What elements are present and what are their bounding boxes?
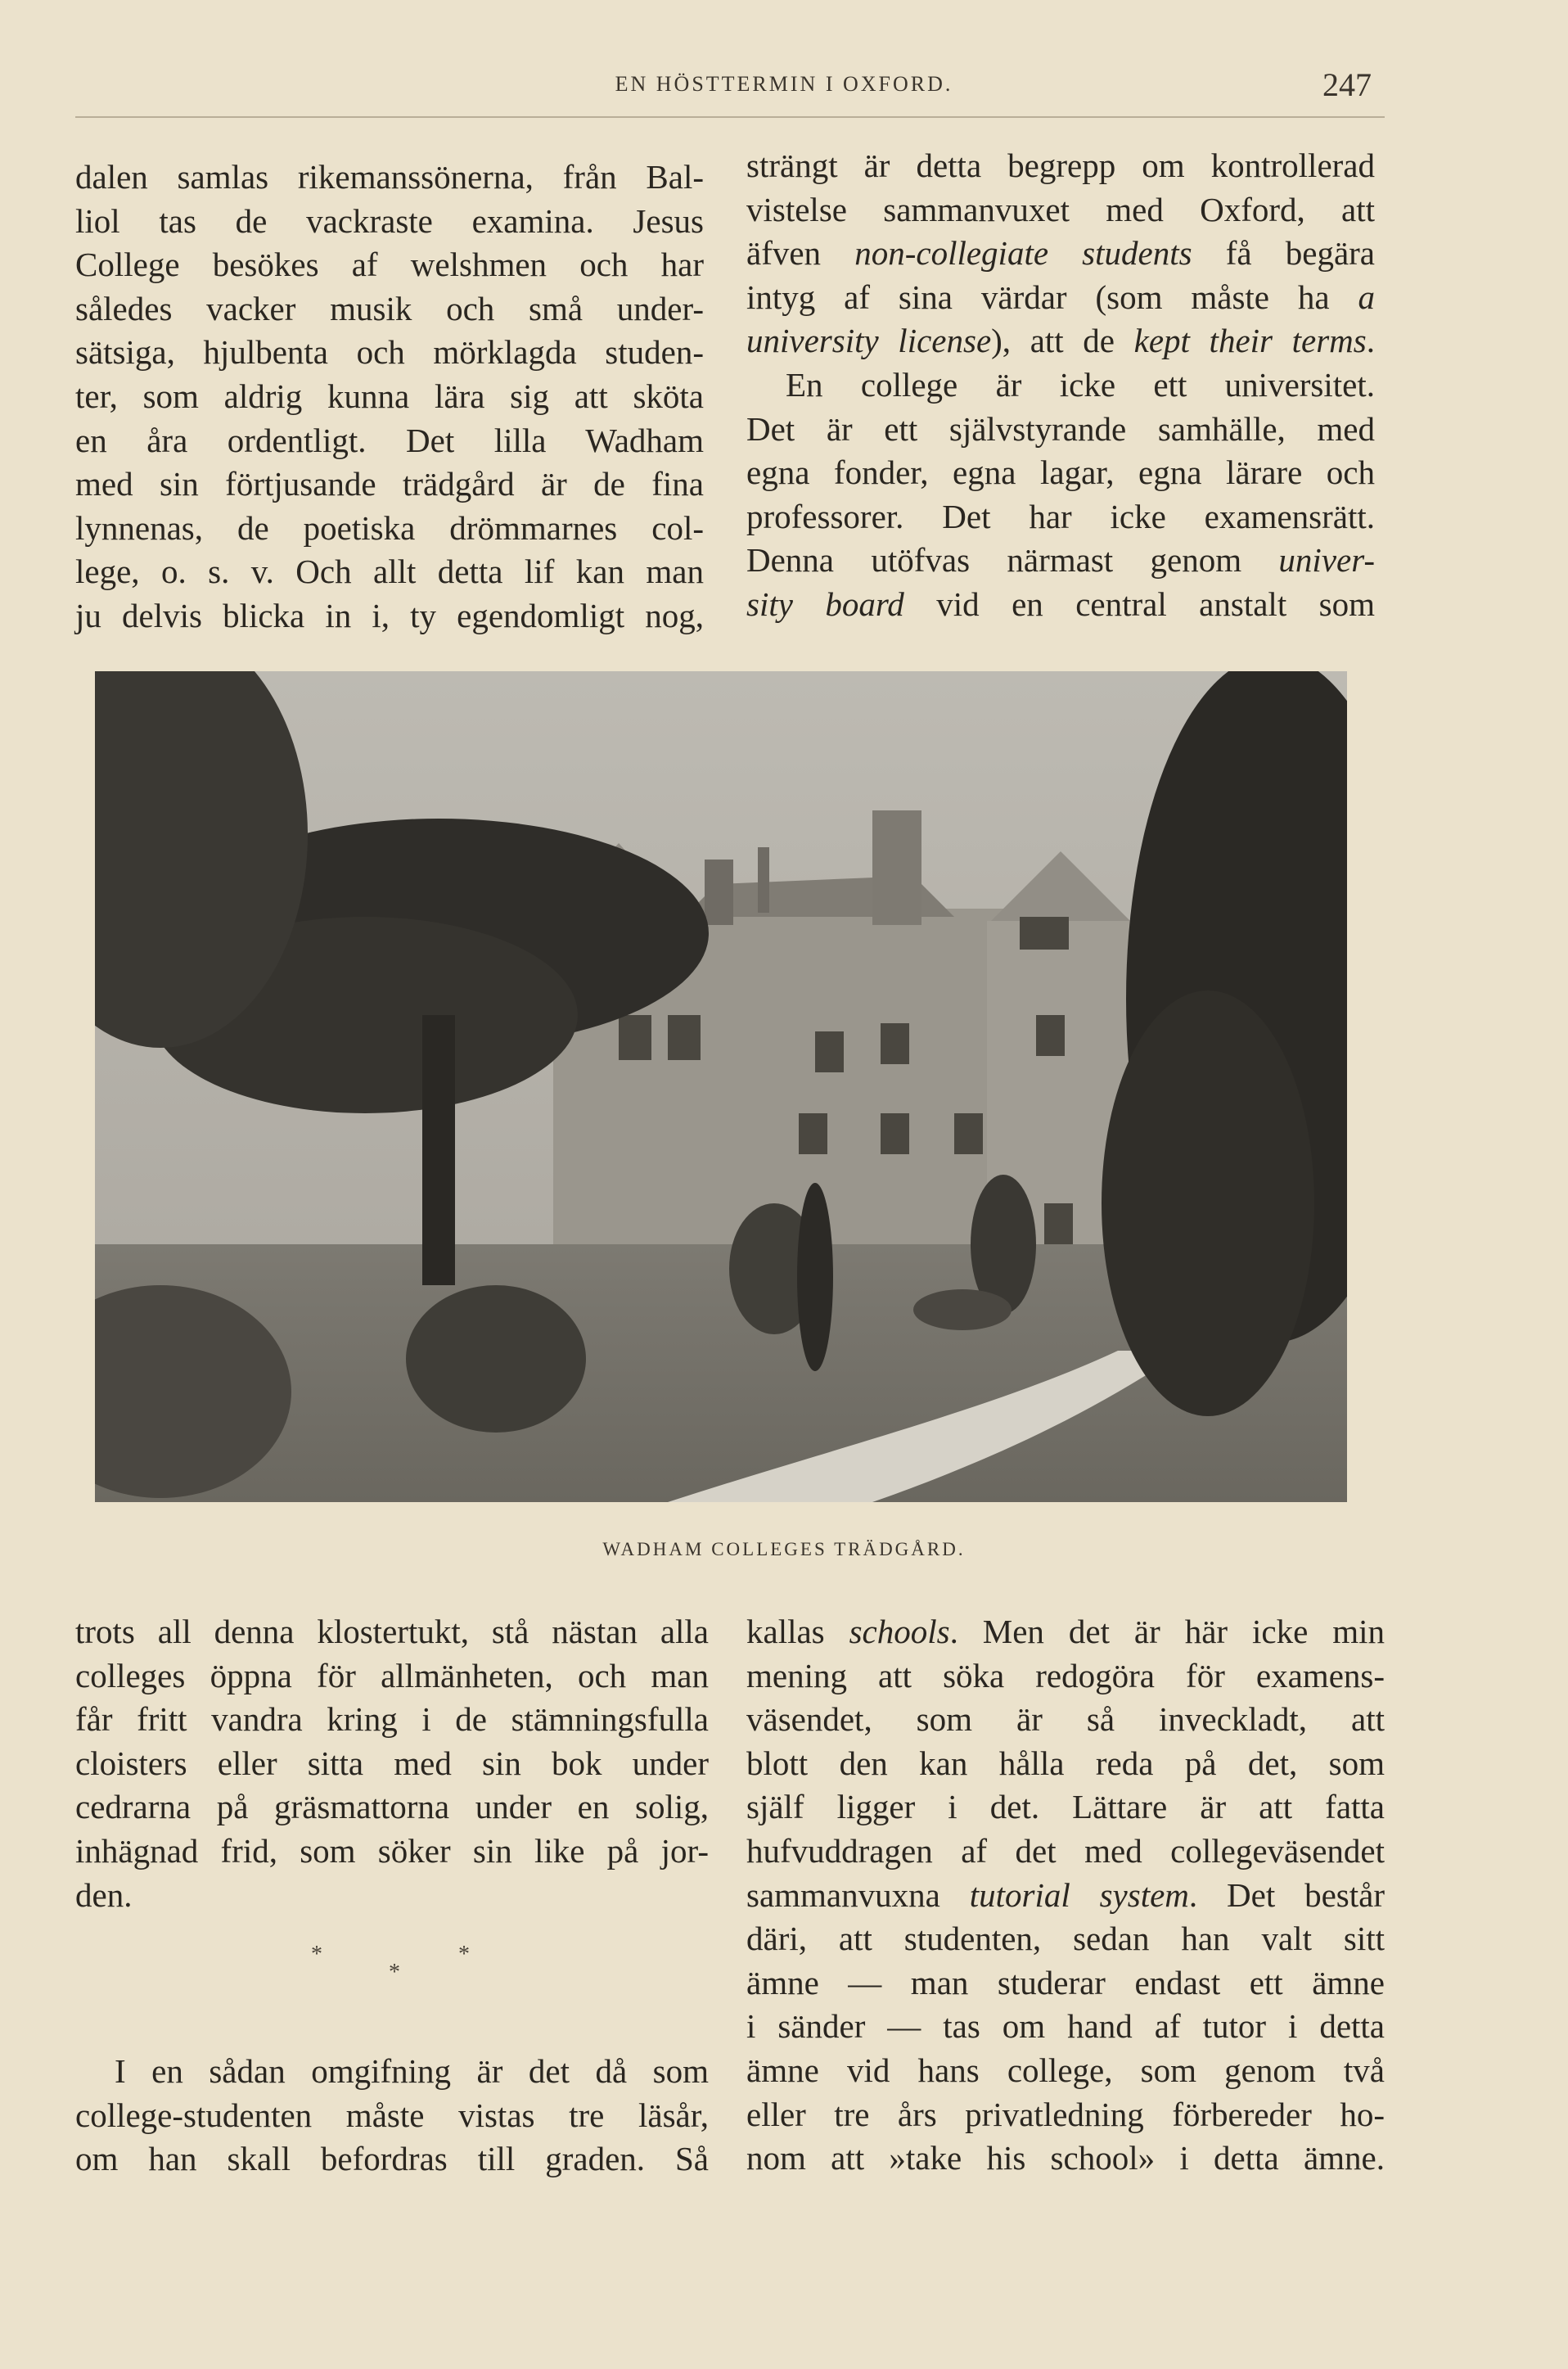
text-line: sätsiga, hjulbenta och mörklagda studen- <box>75 333 704 372</box>
text-line: colleges öppna för allmänheten, och man <box>75 1656 709 1694</box>
garden-photograph <box>95 671 1347 1502</box>
text-line: lynnenas, de poetiska drömmarnes col- <box>75 508 704 547</box>
text-line: Det är ett självstyrande samhälle, med <box>746 409 1375 448</box>
text-line: dalen samlas rikemanssönerna, från Bal- <box>75 158 704 196</box>
right-column-bottom <box>746 1610 1385 2181</box>
left-column-bottom-2 <box>75 2050 709 2182</box>
text-line: får fritt vandra kring i de stämningsfulla <box>75 1700 709 1739</box>
text-line: ämne — man studerar endast ett ämne <box>746 1963 1385 2001</box>
text-line: trots all denna klostertukt, stå nästan alla <box>75 1613 709 1650</box>
text-line: College besökes af welshmen och har <box>75 246 704 284</box>
text-line: mening att söka redogöra för examens- <box>746 1656 1385 1694</box>
asterisk: * <box>311 1942 322 1967</box>
text-line: således vacker musik och små under- <box>75 289 704 327</box>
text-line: intyg af sina värdar (som måste ha a <box>746 278 1375 316</box>
figure-caption: WADHAM COLLEGES TRÄDGÅRD. <box>602 1539 966 1559</box>
section-asterism <box>295 1942 475 2007</box>
text-line: kallas schools. Men det är här icke min <box>746 1613 1385 1650</box>
text-line: väsendet, som är så inveckladt, att <box>746 1700 1385 1739</box>
text-line: strängt är detta begrepp om kontrollerad <box>746 147 1375 184</box>
text-line: university license), att de kept their terms. <box>746 322 1375 360</box>
text-line: äfven non-collegiate students få begära <box>746 234 1375 273</box>
text-line: professorer. Det har icke examensrätt. <box>746 497 1375 535</box>
text-line: däri, att studenten, sedan han valt sitt <box>746 1920 1385 1958</box>
text-line: eller tre års privatledning förbereder ho- <box>746 2095 1385 2133</box>
text-line: sity board vid en central anstalt som <box>746 584 1375 623</box>
text-line: själf ligger i det. Lättare är att fatta <box>746 1788 1385 1826</box>
header-rule <box>75 116 1385 118</box>
text-line: I en sådan omgifning är det då som <box>115 2052 709 2090</box>
text-line: nom att »take his school» i detta ämne. <box>746 2139 1385 2177</box>
text-line: sammanvuxna tutorial system. Det består <box>746 1875 1385 1914</box>
text-line: i sänder — tas om hand af tutor i detta <box>746 2007 1385 2046</box>
text-line: vistelse sammanvuxet med Oxford, att <box>746 190 1375 228</box>
running-head: EN HÖSTTERMIN I OXFORD. <box>615 72 953 96</box>
text-line: cedrarna på gräsmattorna under en solig, <box>75 1788 709 1826</box>
text-line: en åra ordentligt. Det lilla Wadham <box>75 421 704 459</box>
text-line: med sin förtjusande trädgård är de fina <box>75 465 704 503</box>
garden-photo-illustration <box>95 671 1347 1502</box>
text-line: ämne vid hans college, som genom två <box>746 2051 1385 2089</box>
page-number: 247 <box>1322 66 1372 103</box>
right-column-top <box>746 144 1375 627</box>
text-line: lege, o. s. v. Och allt detta lif kan man <box>75 553 704 591</box>
text-line: En college är icke ett universitet. <box>786 365 1375 404</box>
text-line: hufvuddragen af det med collegeväsendet <box>746 1831 1385 1870</box>
text-line: cloisters eller sitta med sin bok under <box>75 1744 709 1782</box>
text-line: om han skall befordras till graden. Så <box>75 2140 709 2178</box>
left-column-bottom <box>75 1610 709 1917</box>
text-line: egna fonder, egna lagar, egna lärare och <box>746 453 1375 492</box>
text-line: blott den kan hålla reda på det, som <box>746 1744 1385 1782</box>
text-line: den. <box>75 1875 133 1914</box>
left-column-top <box>75 156 704 639</box>
asterisk: * <box>389 1960 400 1985</box>
text-line: liol tas de vackraste examina. Jesus <box>75 201 704 240</box>
text-line: inhägnad frid, som söker sin like på jor- <box>75 1831 709 1870</box>
text-line: Denna utöfvas närmast genom univer- <box>746 541 1375 580</box>
asterisk: * <box>458 1942 470 1967</box>
text-line: ju delvis blicka in i, ty egendomligt nog, <box>75 596 704 634</box>
text-line: college-studenten måste vistas tre läsår, <box>75 2096 709 2134</box>
text-line: ter, som aldrig kunna lära sig att sköta <box>75 377 704 415</box>
